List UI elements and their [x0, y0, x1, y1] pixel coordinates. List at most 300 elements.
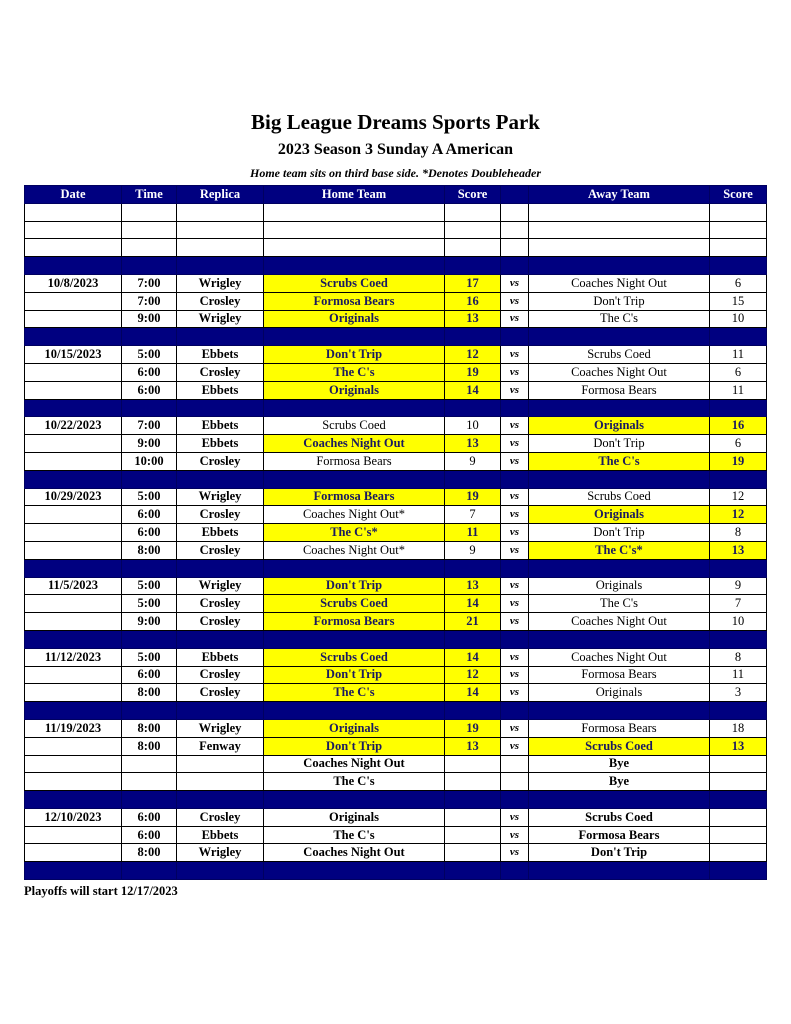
header-away-team: Away Team [529, 186, 710, 204]
separator-cell [122, 399, 177, 417]
separator-cell [177, 702, 264, 720]
separator-row [25, 791, 767, 809]
away-team-cell: Coaches Night Out [529, 613, 710, 631]
away-score-cell: 12 [710, 488, 767, 506]
away-score-cell: 3 [710, 684, 767, 702]
vs-cell: vs [501, 292, 529, 310]
replica-cell: Wrigley [177, 274, 264, 292]
separator-cell [445, 257, 501, 275]
date-cell: 12/10/2023 [25, 808, 122, 826]
game-row [25, 773, 767, 791]
date-cell [25, 666, 122, 684]
away-score-cell: 19 [710, 452, 767, 470]
separator-cell [445, 399, 501, 417]
page-title: Big League Dreams Sports Park [251, 110, 540, 134]
home-score-cell: 17 [445, 274, 501, 292]
game-row [25, 363, 767, 381]
time-cell: 8:00 [122, 737, 177, 755]
separator-cell [710, 328, 767, 346]
game-row [25, 755, 767, 773]
home-team-cell: Formosa Bears [264, 452, 445, 470]
separator-cell [122, 702, 177, 720]
separator-cell [177, 862, 264, 880]
separator-cell [710, 399, 767, 417]
header-home-team: Home Team [264, 186, 445, 204]
vs-cell [501, 773, 529, 791]
game-row [25, 613, 767, 631]
home-team-cell: Don't Trip [264, 346, 445, 364]
home-team-cell: Scrubs Coed [264, 274, 445, 292]
home-score-cell: 11 [445, 524, 501, 542]
replica-cell: Crosley [177, 684, 264, 702]
separator-cell [501, 862, 529, 880]
empty-cell [501, 239, 529, 257]
empty-cell [177, 239, 264, 257]
separator-cell [264, 399, 445, 417]
time-cell: 9:00 [122, 613, 177, 631]
replica-cell: Ebbets [177, 346, 264, 364]
separator-cell [501, 470, 529, 488]
home-score-cell: 21 [445, 613, 501, 631]
home-score-cell: 13 [445, 737, 501, 755]
vs-cell: vs [501, 310, 529, 328]
playoffs-note: Playoffs will start 12/17/2023 [24, 884, 178, 898]
separator-cell [264, 470, 445, 488]
replica-cell: Crosley [177, 506, 264, 524]
away-score-cell [710, 755, 767, 773]
vs-cell: vs [501, 595, 529, 613]
game-row [25, 666, 767, 684]
separator-cell [177, 630, 264, 648]
separator-cell [501, 328, 529, 346]
date-cell: 10/8/2023 [25, 274, 122, 292]
home-score-cell: 12 [445, 346, 501, 364]
replica-cell: Wrigley [177, 719, 264, 737]
separator-cell [177, 328, 264, 346]
vs-cell: vs [501, 488, 529, 506]
separator-cell [710, 630, 767, 648]
away-score-cell [710, 826, 767, 844]
vs-cell: vs [501, 541, 529, 559]
separator-cell [501, 399, 529, 417]
separator-cell [25, 399, 122, 417]
time-cell: 8:00 [122, 541, 177, 559]
date-cell: 10/22/2023 [25, 417, 122, 435]
game-row [25, 826, 767, 844]
home-team-cell: The C's [264, 826, 445, 844]
date-cell [25, 595, 122, 613]
date-cell [25, 310, 122, 328]
away-score-cell: 10 [710, 613, 767, 631]
home-team-cell: Don't Trip [264, 737, 445, 755]
separator-cell [445, 702, 501, 720]
separator-cell [122, 470, 177, 488]
home-score-cell: 14 [445, 648, 501, 666]
replica-cell: Crosley [177, 452, 264, 470]
separator-cell [122, 559, 177, 577]
home-team-cell: Formosa Bears [264, 488, 445, 506]
time-cell: 9:00 [122, 310, 177, 328]
game-row [25, 808, 767, 826]
separator-cell [122, 862, 177, 880]
game-row [25, 506, 767, 524]
time-cell: 5:00 [122, 488, 177, 506]
away-team-cell: Bye [529, 773, 710, 791]
home-score-cell: 13 [445, 310, 501, 328]
header-vs [501, 186, 529, 204]
separator-cell [501, 791, 529, 809]
replica-cell: Wrigley [177, 310, 264, 328]
away-score-cell: 7 [710, 595, 767, 613]
time-cell: 7:00 [122, 292, 177, 310]
away-team-cell: Formosa Bears [529, 826, 710, 844]
vs-cell: vs [501, 666, 529, 684]
home-team-cell: The C's [264, 363, 445, 381]
home-team-cell: Originals [264, 808, 445, 826]
replica-cell: Ebbets [177, 524, 264, 542]
home-score-cell: 19 [445, 363, 501, 381]
separator-cell [25, 791, 122, 809]
home-team-cell: Scrubs Coed [264, 595, 445, 613]
date-cell [25, 363, 122, 381]
separator-cell [501, 630, 529, 648]
separator-cell [177, 470, 264, 488]
date-cell [25, 737, 122, 755]
game-row [25, 292, 767, 310]
date-cell: 11/12/2023 [25, 648, 122, 666]
separator-cell [529, 862, 710, 880]
empty-cell [264, 239, 445, 257]
vs-cell: vs [501, 435, 529, 453]
empty-cell [25, 239, 122, 257]
separator-cell [529, 702, 710, 720]
away-team-cell: Formosa Bears [529, 719, 710, 737]
separator-cell [445, 470, 501, 488]
home-score-cell: 10 [445, 417, 501, 435]
time-cell: 8:00 [122, 684, 177, 702]
empty-cell [25, 203, 122, 221]
replica-cell: Ebbets [177, 826, 264, 844]
home-team-cell: Originals [264, 381, 445, 399]
away-score-cell: 18 [710, 719, 767, 737]
date-cell [25, 773, 122, 791]
away-score-cell: 12 [710, 506, 767, 524]
game-row [25, 274, 767, 292]
home-team-cell: The C's* [264, 524, 445, 542]
game-row [25, 684, 767, 702]
home-team-cell: Coaches Night Out* [264, 506, 445, 524]
vs-cell: vs [501, 844, 529, 862]
separator-cell [710, 702, 767, 720]
separator-row [25, 702, 767, 720]
away-score-cell: 6 [710, 274, 767, 292]
separator-cell [264, 630, 445, 648]
separator-cell [264, 702, 445, 720]
home-score-cell [445, 808, 501, 826]
empty-cell [501, 203, 529, 221]
separator-cell [529, 328, 710, 346]
home-team-cell: Originals [264, 310, 445, 328]
home-score-cell: 13 [445, 435, 501, 453]
replica-cell: Crosley [177, 292, 264, 310]
replica-cell: Ebbets [177, 381, 264, 399]
header-away-score: Score [710, 186, 767, 204]
away-score-cell [710, 808, 767, 826]
home-team-cell: Formosa Bears [264, 613, 445, 631]
separator-cell [122, 791, 177, 809]
home-score-cell: 19 [445, 488, 501, 506]
home-team-cell: Coaches Night Out [264, 844, 445, 862]
date-cell: 11/5/2023 [25, 577, 122, 595]
separator-cell [710, 791, 767, 809]
time-cell: 6:00 [122, 666, 177, 684]
separator-row [25, 630, 767, 648]
home-team-cell: Coaches Night Out* [264, 541, 445, 559]
away-team-cell: Scrubs Coed [529, 488, 710, 506]
replica-cell: Crosley [177, 666, 264, 684]
home-score-cell [445, 844, 501, 862]
separator-cell [25, 630, 122, 648]
time-cell: 6:00 [122, 506, 177, 524]
vs-cell: vs [501, 274, 529, 292]
empty-cell [529, 203, 710, 221]
page-subtitle: 2023 Season 3 Sunday A American [277, 141, 514, 158]
away-score-cell: 10 [710, 310, 767, 328]
empty-cell [25, 221, 122, 239]
home-score-cell: 12 [445, 666, 501, 684]
date-cell [25, 452, 122, 470]
away-team-cell: Don't Trip [529, 524, 710, 542]
home-team-cell: Don't Trip [264, 577, 445, 595]
date-cell: 10/29/2023 [25, 488, 122, 506]
separator-cell [177, 399, 264, 417]
separator-cell [501, 702, 529, 720]
home-team-cell: Coaches Night Out [264, 755, 445, 773]
date-cell [25, 435, 122, 453]
replica-cell: Ebbets [177, 648, 264, 666]
separator-row [25, 257, 767, 275]
away-team-cell: Scrubs Coed [529, 808, 710, 826]
separator-row [25, 399, 767, 417]
schedule-table [24, 185, 767, 880]
home-team-cell: Coaches Night Out [264, 435, 445, 453]
away-team-cell: Originals [529, 506, 710, 524]
empty-cell [177, 203, 264, 221]
game-row [25, 648, 767, 666]
separator-cell [122, 257, 177, 275]
replica-cell: Crosley [177, 595, 264, 613]
game-row [25, 435, 767, 453]
separator-cell [25, 470, 122, 488]
separator-cell [264, 791, 445, 809]
empty-cell [501, 221, 529, 239]
game-row [25, 417, 767, 435]
separator-cell [445, 630, 501, 648]
separator-row [25, 559, 767, 577]
header-replica: Replica [177, 186, 264, 204]
time-cell: 5:00 [122, 346, 177, 364]
empty-cell [264, 221, 445, 239]
replica-cell [177, 755, 264, 773]
empty-cell [445, 239, 501, 257]
away-team-cell: Formosa Bears [529, 381, 710, 399]
date-cell [25, 613, 122, 631]
empty-cell [122, 221, 177, 239]
away-score-cell: 13 [710, 541, 767, 559]
separator-cell [122, 630, 177, 648]
game-row [25, 346, 767, 364]
empty-cell [710, 221, 767, 239]
game-row [25, 595, 767, 613]
replica-cell: Crosley [177, 613, 264, 631]
separator-cell [529, 630, 710, 648]
game-row [25, 541, 767, 559]
empty-cell [710, 203, 767, 221]
away-score-cell [710, 844, 767, 862]
home-score-cell: 14 [445, 595, 501, 613]
replica-cell [177, 773, 264, 791]
empty-cell [445, 203, 501, 221]
away-team-cell: Scrubs Coed [529, 737, 710, 755]
away-score-cell: 11 [710, 346, 767, 364]
away-team-cell: Originals [529, 684, 710, 702]
home-score-cell: 14 [445, 684, 501, 702]
vs-cell: vs [501, 506, 529, 524]
date-cell [25, 826, 122, 844]
game-row [25, 524, 767, 542]
home-score-cell: 19 [445, 719, 501, 737]
empty-cell [710, 239, 767, 257]
separator-cell [529, 791, 710, 809]
time-cell: 6:00 [122, 363, 177, 381]
time-cell [122, 773, 177, 791]
game-row [25, 488, 767, 506]
home-score-cell: 9 [445, 541, 501, 559]
separator-cell [25, 257, 122, 275]
home-team-cell: Scrubs Coed [264, 648, 445, 666]
separator-row [25, 862, 767, 880]
away-team-cell: Coaches Night Out [529, 648, 710, 666]
away-score-cell: 8 [710, 524, 767, 542]
away-score-cell: 6 [710, 363, 767, 381]
time-cell: 9:00 [122, 435, 177, 453]
separator-cell [529, 399, 710, 417]
home-team-cell: Originals [264, 719, 445, 737]
empty-cell [445, 221, 501, 239]
replica-cell: Ebbets [177, 417, 264, 435]
away-score-cell: 13 [710, 737, 767, 755]
away-score-cell [710, 773, 767, 791]
game-row [25, 844, 767, 862]
date-cell [25, 755, 122, 773]
home-score-cell: 16 [445, 292, 501, 310]
separator-row [25, 328, 767, 346]
away-score-cell: 8 [710, 648, 767, 666]
separator-cell [445, 559, 501, 577]
vs-cell [501, 755, 529, 773]
replica-cell: Crosley [177, 541, 264, 559]
empty-cell [529, 239, 710, 257]
away-team-cell: Scrubs Coed [529, 346, 710, 364]
separator-cell [177, 791, 264, 809]
time-cell: 8:00 [122, 844, 177, 862]
time-cell: 6:00 [122, 381, 177, 399]
separator-cell [177, 559, 264, 577]
home-team-cell: The C's [264, 773, 445, 791]
away-team-cell: Formosa Bears [529, 666, 710, 684]
vs-cell: vs [501, 719, 529, 737]
away-team-cell: The C's [529, 310, 710, 328]
home-score-cell: 13 [445, 577, 501, 595]
game-row [25, 310, 767, 328]
away-score-cell: 11 [710, 666, 767, 684]
time-cell: 7:00 [122, 274, 177, 292]
time-cell: 5:00 [122, 595, 177, 613]
vs-cell: vs [501, 826, 529, 844]
home-score-cell: 9 [445, 452, 501, 470]
separator-cell [264, 862, 445, 880]
schedule-note: Home team sits on third base side. *Denotes Doubleheader [250, 166, 541, 180]
empty-row [25, 239, 767, 257]
home-score-cell: 7 [445, 506, 501, 524]
date-cell: 11/19/2023 [25, 719, 122, 737]
separator-cell [264, 257, 445, 275]
vs-cell: vs [501, 346, 529, 364]
away-team-cell: Bye [529, 755, 710, 773]
time-cell: 6:00 [122, 826, 177, 844]
date-cell [25, 541, 122, 559]
away-team-cell: Don't Trip [529, 292, 710, 310]
separator-cell [25, 862, 122, 880]
vs-cell: vs [501, 452, 529, 470]
replica-cell: Ebbets [177, 435, 264, 453]
vs-cell: vs [501, 417, 529, 435]
vs-cell: vs [501, 648, 529, 666]
home-team-cell: Formosa Bears [264, 292, 445, 310]
away-team-cell: Coaches Night Out [529, 363, 710, 381]
away-score-cell: 9 [710, 577, 767, 595]
home-team-cell: Don't Trip [264, 666, 445, 684]
header-time: Time [122, 186, 177, 204]
replica-cell: Fenway [177, 737, 264, 755]
separator-row [25, 470, 767, 488]
date-cell: 10/15/2023 [25, 346, 122, 364]
date-cell [25, 292, 122, 310]
vs-cell: vs [501, 577, 529, 595]
date-cell [25, 844, 122, 862]
away-team-cell: Don't Trip [529, 844, 710, 862]
home-score-cell: 14 [445, 381, 501, 399]
vs-cell: vs [501, 684, 529, 702]
away-team-cell: Don't Trip [529, 435, 710, 453]
separator-cell [501, 559, 529, 577]
separator-cell [122, 328, 177, 346]
away-team-cell: Originals [529, 577, 710, 595]
time-cell: 5:00 [122, 577, 177, 595]
separator-cell [445, 862, 501, 880]
separator-cell [501, 257, 529, 275]
home-score-cell [445, 826, 501, 844]
time-cell: 6:00 [122, 808, 177, 826]
vs-cell: vs [501, 808, 529, 826]
vs-cell: vs [501, 381, 529, 399]
away-score-cell: 16 [710, 417, 767, 435]
replica-cell: Wrigley [177, 844, 264, 862]
game-row [25, 381, 767, 399]
empty-row [25, 203, 767, 221]
empty-cell [122, 203, 177, 221]
separator-cell [264, 328, 445, 346]
